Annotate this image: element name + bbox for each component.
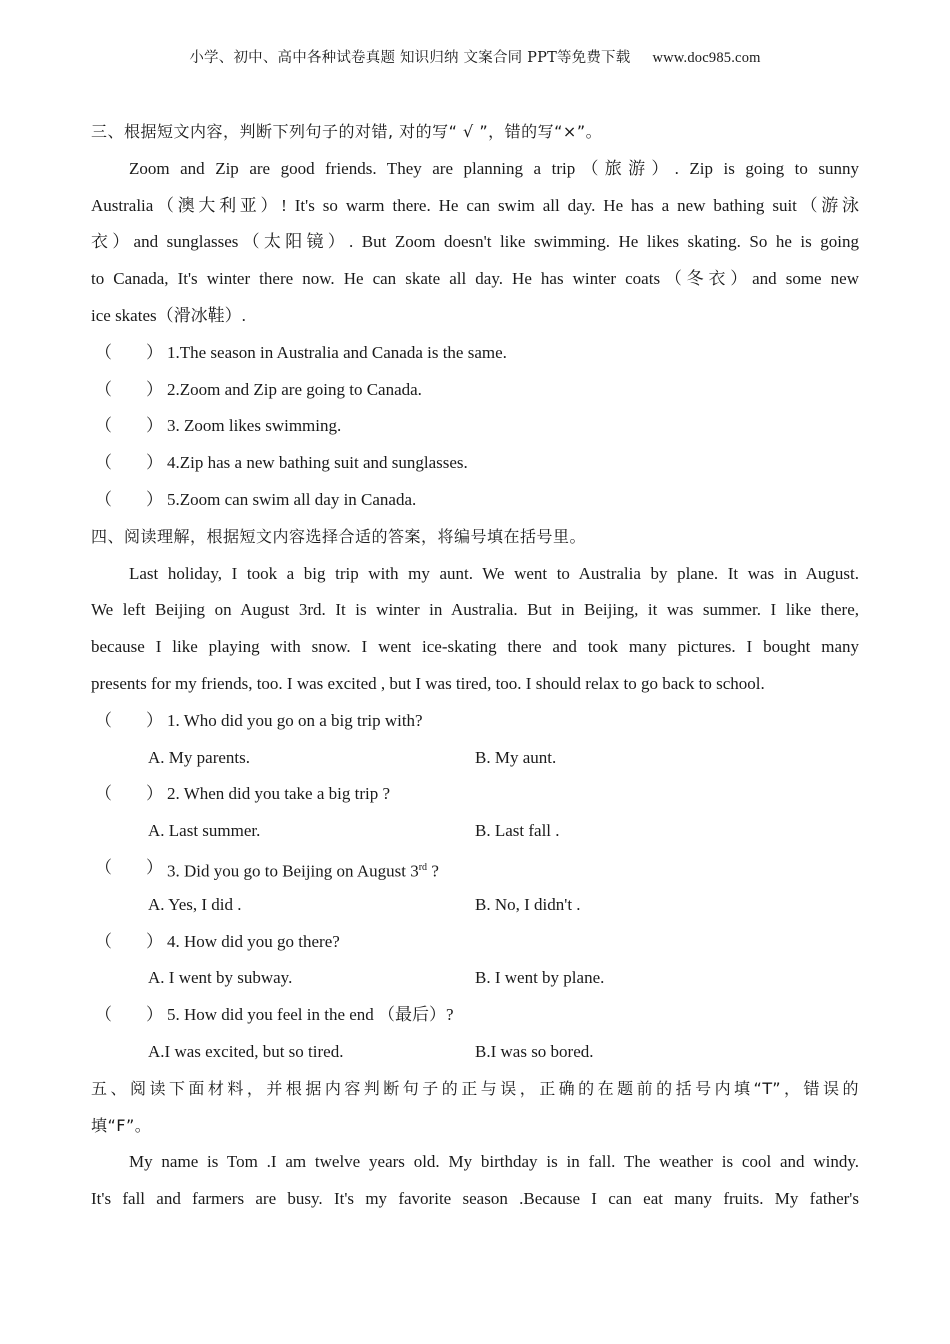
option-a: A. My parents. — [148, 747, 250, 767]
answer-bracket-open[interactable]: （ — [95, 784, 112, 804]
choice-question — [91, 850, 859, 887]
answer-options — [91, 813, 859, 850]
answer-bracket-open[interactable]: （ — [95, 710, 112, 730]
page-header — [0, 46, 950, 67]
judge-question — [91, 335, 859, 372]
answer-options — [91, 740, 859, 777]
answer-bracket-open[interactable]: （ — [95, 931, 112, 951]
header-url: www.doc985.com — [652, 50, 761, 66]
answer-options — [91, 887, 859, 924]
section4-passage-line: Last holiday, I took a big trip with my aunt. We went to Australia by plane. It was in August. — [129, 563, 859, 583]
ordinal-suffix: rd — [418, 861, 428, 873]
question-text: 2.Zoom and Zip are going to Canada. — [167, 379, 422, 399]
answer-bracket-close: ） — [146, 784, 163, 804]
section3-passage-line: Zoom and Zip are good friends. They are planning a trip（旅游）. Zip is going to sunny — [129, 158, 859, 178]
section3-passage-line: ice skates（滑冰鞋）. — [91, 305, 246, 325]
question-text: 5. How did you feel in the end （最后）? — [167, 1005, 454, 1025]
question-text: 2. When did you take a big trip ? — [167, 784, 390, 804]
option-a: A. Yes, I did . — [148, 894, 242, 914]
section5-passage-line: My name is Tom .I am twelve years old. My birthday is in fall. The weather is cool and windy. — [129, 1152, 859, 1172]
choice-question — [91, 924, 859, 961]
question-text-main: 3. Did you go to Beijing on August 3 — [167, 861, 419, 881]
option-a: A. Last summer. — [148, 821, 261, 841]
answer-bracket-close: ） — [146, 342, 163, 362]
section5-heading: 五、阅读下面材料，并根据内容判断句子的正与误，正确的在题前的括号内填“T”，错误的 — [91, 1078, 859, 1098]
judge-question — [91, 445, 859, 482]
question-text — [167, 850, 439, 890]
judge-question — [91, 408, 859, 445]
question-text: 4.Zip has a new bathing suit and sunglasses. — [167, 453, 468, 473]
answer-options — [91, 1034, 859, 1071]
answer-bracket-close: ） — [146, 1005, 163, 1025]
option-b: B. My aunt. — [475, 747, 557, 767]
answer-bracket-close: ） — [146, 710, 163, 730]
answer-bracket-open[interactable]: （ — [95, 379, 112, 399]
question-text: 4. How did you go there? — [167, 931, 340, 951]
option-b: B. No, I didn't . — [475, 894, 581, 914]
answer-bracket-close: ） — [146, 489, 163, 509]
answer-bracket-open[interactable]: （ — [95, 453, 112, 473]
section3-passage-line: Australia（澳大利亚）! It's so warm there. He can swim all day. He has a new bathing suit（游泳 — [91, 195, 859, 215]
choice-question — [91, 776, 859, 813]
section3-passage-line: 衣）and sunglasses（太阳镜）. But Zoom doesn't like swimming. He likes skating. So he is going — [91, 232, 859, 252]
section4-heading: 四、阅读理解，根据短文内容选择合适的答案，将编号填在括号里。 — [91, 526, 587, 546]
judge-question — [91, 482, 859, 519]
section4-passage-line: presents for my friends, too. I was excited , but I was tired, too. I should relax to go back to school. — [91, 673, 765, 693]
option-b: B. I went by plane. — [475, 968, 605, 988]
answer-bracket-open[interactable]: （ — [95, 1005, 112, 1025]
answer-bracket-close: ） — [146, 857, 163, 877]
section5-passage-line: It's fall and farmers are busy. It's my favorite season .Because I can eat many fruits. My father's — [91, 1189, 859, 1209]
section4-passage-line: We left Beijing on August 3rd. It is winter in Australia. But in Beijing, it was summer. I like there, — [91, 600, 859, 620]
answer-bracket-open[interactable]: （ — [95, 489, 112, 509]
answer-bracket-close: ） — [146, 416, 163, 436]
question-text: 1. Who did you go on a big trip with? — [167, 710, 423, 730]
question-text: 3. Zoom likes swimming. — [167, 416, 342, 436]
answer-bracket-close: ） — [146, 379, 163, 399]
option-b: B.I was so bored. — [475, 1041, 594, 1061]
answer-options — [91, 960, 859, 997]
choice-question — [91, 997, 859, 1034]
option-b: B. Last fall . — [475, 821, 560, 841]
question-text-end: ? — [427, 861, 439, 881]
answer-bracket-close: ） — [146, 931, 163, 951]
answer-bracket-close: ） — [146, 453, 163, 473]
section5-heading-cont: 填“F”。 — [91, 1115, 152, 1135]
answer-bracket-open[interactable]: （ — [95, 416, 112, 436]
section3-heading: 三、根据短文内容，判断下列句子的对错, 对的写“ √ ”，错的写“×”。 — [91, 122, 603, 141]
document-body — [91, 114, 859, 1218]
choice-question — [91, 703, 859, 740]
header-title: 小学、初中、高中各种试卷真题 知识归纳 文案合同 PPT等免费下载 — [189, 50, 631, 66]
section4-passage-line: because I like playing with snow. I went ice-skating there and took many pictures. I bought many — [91, 637, 859, 657]
answer-bracket-open[interactable]: （ — [95, 857, 112, 877]
option-a: A.I was excited, but so tired. — [148, 1041, 344, 1061]
question-text: 1.The season in Australia and Canada is the same. — [167, 342, 507, 362]
question-text: 5.Zoom can swim all day in Canada. — [167, 489, 417, 509]
option-a: A. I went by subway. — [148, 968, 293, 988]
answer-bracket-open[interactable]: （ — [95, 342, 112, 362]
judge-question — [91, 372, 859, 409]
section3-passage-line: to Canada, It's winter there now. He can skate all day. He has winter coats（冬衣）and some new — [91, 269, 859, 289]
